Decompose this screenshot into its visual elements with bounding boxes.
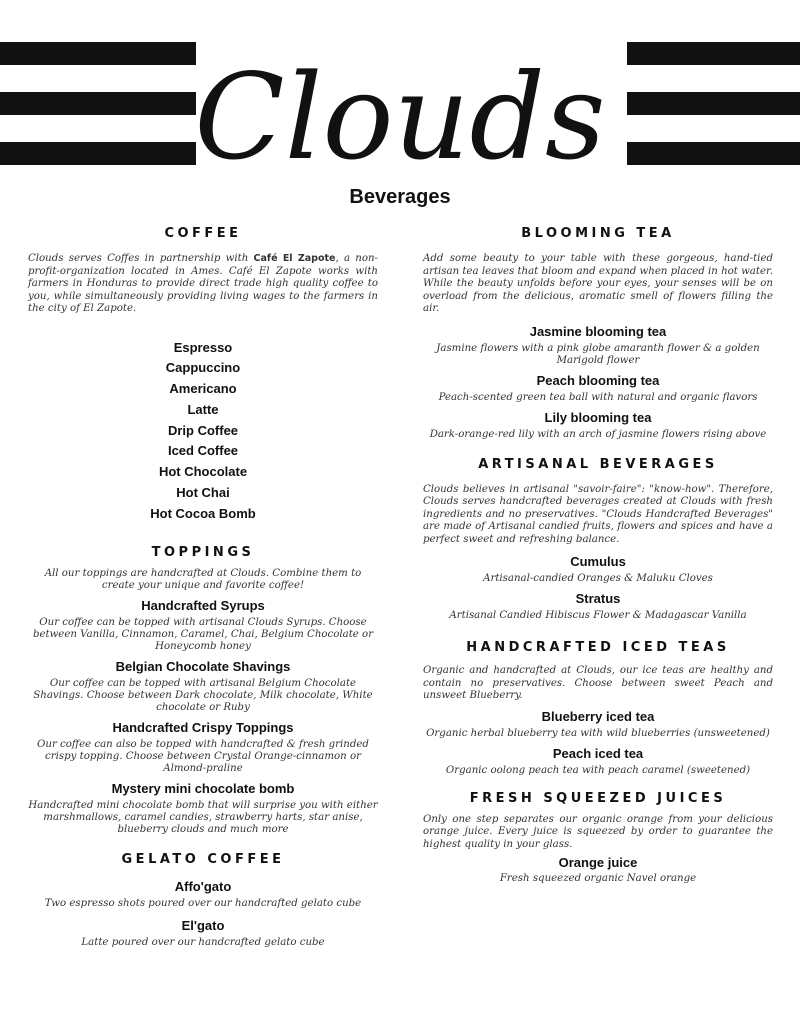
juice-name: Orange juice: [558, 855, 638, 870]
right-stripe-3: [627, 142, 800, 165]
iced-name: Peach iced tea: [552, 745, 644, 761]
blooming-heading: BLOOMING TEA: [521, 226, 675, 241]
artisanal-heading: ARTISANAL BEVERAGES: [478, 456, 718, 472]
toppings-heading: TOPPINGS: [151, 544, 255, 560]
topping-name: Belgian Chocolate Shavings: [115, 658, 291, 674]
topping-name: Handcrafted Crispy Toppings: [112, 719, 294, 735]
topping-desc: Our coffee can be topped with artisanal Belgium Chocolate Shavings. Choose between Dark chocolate, Milk chocolate, White chocolate or Ruby: [33, 677, 373, 713]
juices-intro: Only one step separates our organic orange from your delicious orange juice. Every juice is squeezed by order to guarantee the highest quality in your glass.: [423, 813, 773, 850]
iced-intro: Organic and handcrafted at Clouds, our ice teas are healthy and contain no preservatives. Choose between sweet Peach and unsweet Blueberry.: [423, 665, 773, 701]
blooming-name: Lily blooming tea: [544, 409, 652, 425]
coffee-item: Drip Coffee: [167, 422, 239, 438]
blooming-desc: Peach-scented green tea ball with natural and organic flavors: [438, 391, 758, 403]
coffee-item: Latte: [187, 401, 219, 417]
gelato-heading: GELATO COFFEE: [121, 851, 285, 867]
blooming-name: Jasmine blooming tea: [529, 323, 667, 339]
left-stripe-3: [0, 142, 196, 165]
coffee-list: [28, 338, 378, 525]
topping-name: Handcrafted Syrups: [141, 597, 265, 613]
gelato-desc: Two espresso shots poured over our handcrafted gelato cube: [44, 897, 362, 909]
artisanal-desc: Artisanal Candied Hibiscus Flower & Madagascar Vanilla: [449, 610, 747, 621]
right-stripe-1: [627, 42, 800, 65]
coffee-item: Hot Chai: [176, 485, 230, 501]
iced-name: Blueberry iced tea: [541, 708, 655, 724]
artisanal-name: Cumulus: [570, 554, 626, 569]
coffee-item: Espresso: [173, 339, 233, 355]
coffee-item: Cappuccino: [165, 360, 241, 376]
gelato-name: Affo'gato: [174, 878, 232, 894]
blooming-desc: Jasmine flowers with a pink globe amaranth flower & a golden Marigold flower: [436, 342, 760, 366]
coffee-desc-b: , a non-profit-organization located in Ames. Café El Zapote works with farmers in Honduras to provide direct trade high quality coffee to you, while simultaneously providing living wages to the farmers in the city of El Zapote.: [28, 253, 378, 314]
topping-desc: Our coffee can also be topped with handcrafted & fresh grinded crispy topping. Choose between Crystal Orange-cinnamon or Almond-praline: [37, 738, 369, 774]
coffee-description: [28, 253, 378, 316]
left-stripe-1: [0, 42, 196, 65]
coffee-brand: Café El Zapote: [253, 253, 336, 264]
left-column: [28, 222, 378, 949]
juice-desc: Fresh squeezed organic Navel orange: [499, 873, 697, 884]
topping-desc: Handcrafted mini chocolate bomb that will surprise you with either marshmallows, caramel candies, strawberry harts, star anise, blueberry clouds and much more: [28, 799, 378, 835]
iced-desc: Organic oolong peach tea with peach caramel (sweetened): [445, 764, 751, 776]
topping-name: Mystery mini chocolate bomb: [111, 780, 295, 796]
clouds-logo: [170, 8, 630, 198]
iced-desc: Organic herbal blueberry tea with wild blueberries (unsweetened): [426, 727, 770, 739]
left-stripe-2: [0, 92, 196, 115]
artisanal-name: Stratus: [575, 591, 621, 606]
page-subtitle: Beverages: [349, 186, 451, 208]
juices-heading: FRESH SQUEEZED JUICES: [469, 790, 727, 806]
iced-heading: HANDCRAFTED ICED TEAS: [466, 640, 730, 655]
artisanal-desc: Artisanal-candied Oranges & Maluku Cloves: [483, 573, 713, 584]
coffee-item: Hot Chocolate: [158, 464, 248, 480]
coffee-item: Americano: [169, 381, 237, 397]
coffee-desc-a: Clouds serves Coffes in partnership with: [28, 253, 254, 264]
coffee-heading: COFFEE: [164, 226, 242, 241]
logo-text: Clouds: [194, 48, 606, 186]
blooming-desc: Dark-orange-red lily with an arch of jasmine flowers rising above: [429, 428, 767, 440]
right-column: [423, 222, 773, 885]
topping-desc: Our coffee can be topped with artisanal Clouds Syrups. Choose between Vanilla, Cinnamon, Caramel, Chai, Belgium Chocolate or Honeycomb honey: [32, 616, 374, 652]
right-stripe-2: [627, 92, 800, 115]
blooming-name: Peach blooming tea: [536, 372, 660, 388]
toppings-intro: All our toppings are handcrafted at Clouds. Combine them to create your unique and favorite coffee!: [44, 567, 362, 591]
coffee-item: Iced Coffee: [167, 443, 239, 459]
gelato-name: El'gato: [181, 917, 225, 933]
coffee-item: Hot Cocoa Bomb: [150, 505, 256, 521]
gelato-desc: Latte poured over our handcrafted gelato cube: [81, 936, 325, 948]
blooming-intro: Add some beauty to your table with these gorgeous, hand-tied artisan tea leaves that bloom and expand when placed in hot water. While the beauty unfolds before your eyes, your senses will be on overload from the delicious, aromatic smell of flowers filling the air.: [423, 253, 773, 314]
artisanal-intro: Clouds believes in artisanal "savoir-faire": "know-how". Therefore, Clouds serves handcrafted beverages created at Clouds with fresh ingredients and no preservatives. "Clouds Handcrafted Beverages" are made of Artisanal candied fruits, flowers and spices and have a perfect sweet and refreshing balance.: [423, 483, 773, 545]
